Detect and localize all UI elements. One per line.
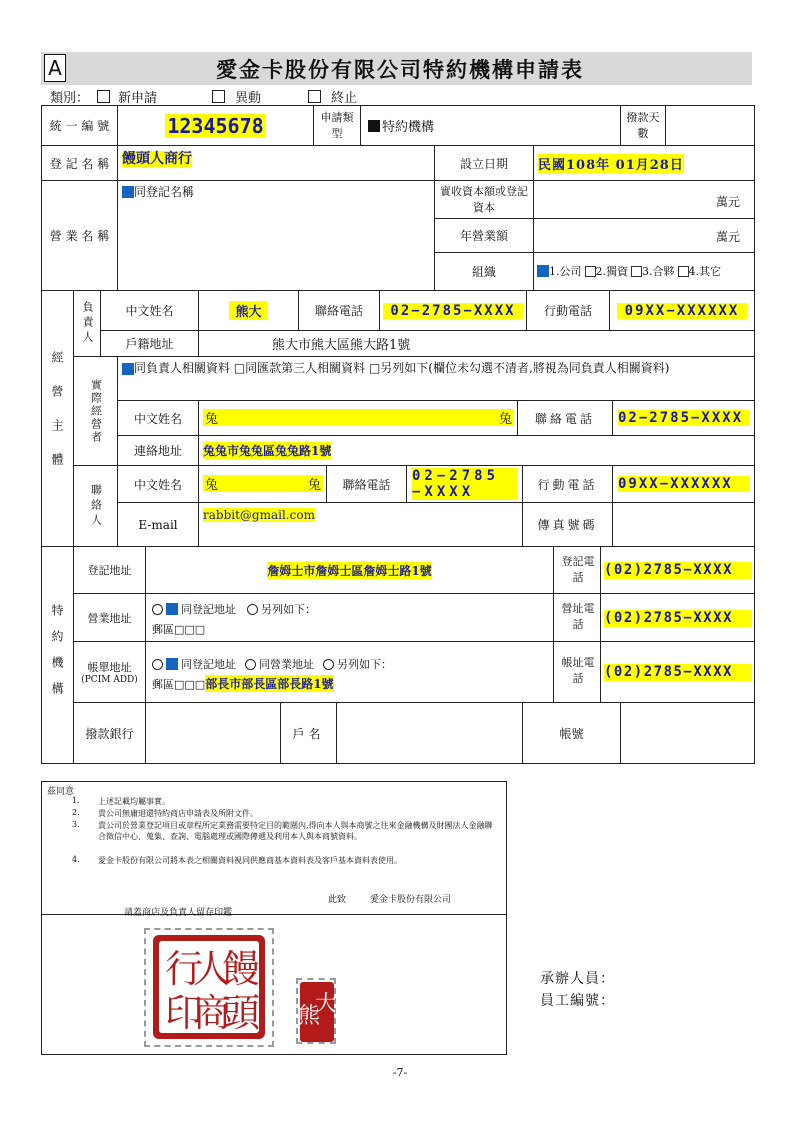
svg-text:人: 人: [192, 947, 232, 991]
agreement-num-1: 1.: [72, 796, 80, 805]
actual-phone-field[interactable]: [615, 402, 753, 434]
owner-name-value: 熊大: [229, 301, 267, 320]
biz-phone-value: (02)2785−XXXX: [604, 610, 752, 627]
contact-mobile-field[interactable]: [615, 467, 753, 501]
biz-addr-label: 營業地址: [87, 611, 132, 625]
actual-address-field[interactable]: [203, 436, 331, 465]
reg-phone-value: (02)2785−XXXX: [604, 562, 752, 579]
category-terminate-label: 終止: [331, 90, 358, 106]
operator-section-label: 經營主體: [50, 350, 64, 487]
form-letter-box: [44, 54, 66, 82]
fax-label: 傳真號碼: [537, 518, 598, 532]
bill-addr-value: 部長市部長區部長路1號: [205, 677, 334, 691]
email-label: E-mail: [138, 517, 178, 532]
bill-addr-label: 帳單地址: [87, 661, 132, 674]
bill-phone-label: 帳址電話: [561, 656, 595, 685]
biz-addr-options: [152, 601, 316, 617]
store-seal-graphic: [150, 932, 268, 1042]
store-seal: [150, 932, 268, 1042]
handler-label: 承辦人員：: [540, 971, 615, 987]
biz-addr-radio-1[interactable]: [152, 604, 163, 615]
org-options: [537, 263, 721, 279]
agreement-num-3: 3.: [72, 820, 80, 829]
bank-field[interactable]: [146, 703, 280, 764]
bill-phone-value: (02)2785−XXXX: [604, 664, 752, 681]
business-name-label: 營 業 名 稱: [49, 229, 110, 243]
same-as-register-checkbox[interactable]: [122, 186, 134, 198]
agreement-item-1: 上述記載均屬事實。: [98, 797, 170, 806]
contact-label: 聯絡人: [89, 483, 103, 529]
org-option-other: 4.其它: [688, 265, 721, 278]
bill-addr-radio-1[interactable]: [152, 659, 163, 670]
owner-phone-label: 聯絡電話: [314, 304, 363, 318]
category-new-label: 新申請: [118, 90, 158, 106]
setup-date-value: 民國108年 01月28日: [538, 154, 684, 173]
category-terminate[interactable]: [308, 88, 357, 104]
svg-text:印: 印: [164, 991, 204, 1035]
setup-date-field[interactable]: [538, 146, 684, 180]
reg-addr-value: 詹姆士市詹姆士區詹姆士路1號: [267, 563, 432, 578]
org-partner-checkbox[interactable]: [631, 266, 642, 277]
biz-phone-field[interactable]: [603, 597, 753, 639]
contact-name-left: 兔: [205, 478, 219, 493]
owner-address-label: 戶籍地址: [125, 337, 174, 351]
owner-seal-graphic: [299, 981, 335, 1043]
page-title: 愛金卡股份有限公司特約機構申請表: [216, 57, 584, 82]
reg-phone-field[interactable]: [603, 549, 753, 591]
seal-note: 請蓋商店及負責人留存印鑑: [124, 908, 233, 918]
owner-label: 負責人: [81, 301, 94, 346]
org-other-checkbox[interactable]: [678, 266, 689, 277]
bank-label: 撥款銀行: [85, 727, 134, 741]
owner-seal: [299, 981, 335, 1043]
revenue-label: 年營業額: [459, 229, 508, 243]
reg-addr-field[interactable]: [146, 547, 553, 593]
actual-name-right: 兔: [498, 412, 512, 427]
biz-addr-other-label: 另列如下：: [261, 603, 316, 616]
contact-mobile-label: 行動電話: [537, 477, 598, 492]
payout-days-field[interactable]: [666, 106, 754, 145]
bill-same-biz-radio[interactable]: [245, 659, 256, 670]
actual-options-text: 同負責人相關資料 □同匯款第三人相關資料 □另列如下(欄位未勾選不清者,將視為同負責人相關資料): [134, 361, 670, 375]
actual-name-label: 中文姓名: [133, 411, 182, 426]
bill-same-reg-label: 同登記地址: [181, 658, 236, 671]
category-row: [50, 87, 89, 105]
svg-text:頭: 頭: [221, 991, 261, 1035]
contact-phone-label: 聯絡電話: [342, 477, 391, 492]
contact-name-right: 兔: [307, 478, 321, 493]
svg-text:商: 商: [192, 991, 232, 1035]
org-option-sole: 2.獨資: [595, 265, 628, 278]
category-new[interactable]: [97, 88, 157, 104]
unified-number-value: 12345678: [167, 113, 264, 138]
actual-address-value: 兔兔市兔兔區兔兔路1號: [203, 444, 332, 458]
agreement-item-2: 貴公司無庸退還特約商店申請表及所附文件。: [98, 809, 258, 818]
bill-same-biz-label: 同營業地址: [259, 658, 314, 671]
page-number: -7-: [392, 1065, 408, 1079]
org-option-company: 1.公司: [549, 265, 582, 278]
apply-type-label: 申請類型: [320, 110, 354, 140]
owner-mobile-field[interactable]: [612, 293, 752, 328]
payout-days-label: 撥款天數: [626, 110, 660, 140]
account-name-label: 戶名: [292, 727, 325, 741]
org-sole-checkbox[interactable]: [585, 266, 596, 277]
checkbox-new[interactable]: [97, 90, 110, 103]
owner-name-label: 中文姓名: [125, 304, 174, 318]
org-label: 組織: [471, 265, 496, 279]
contact-phone-field[interactable]: [410, 467, 520, 501]
category-change[interactable]: [212, 88, 261, 104]
unified-number-label: 統 一 編 號: [49, 119, 110, 133]
apply-type-field[interactable]: [368, 108, 434, 143]
actual-name-left: 兔: [205, 412, 219, 427]
apply-type-checkbox[interactable]: [368, 120, 380, 132]
biz-addr-other-radio[interactable]: [247, 604, 258, 615]
unified-number-field[interactable]: [118, 106, 313, 145]
svg-text:熊: 熊: [299, 1004, 321, 1029]
owner-phone-value: 02−2785−XXXX: [383, 303, 523, 319]
owner-phone-field[interactable]: [382, 293, 524, 328]
checkbox-terminate[interactable]: [308, 90, 321, 103]
same-as-register-label: 同登記名稱: [134, 185, 195, 199]
owner-mobile-label: 行動電話: [543, 304, 592, 318]
institution-section-label: 特約機構: [50, 603, 64, 708]
form-letter: A: [48, 56, 62, 80]
actual-options[interactable]: [122, 360, 750, 377]
register-name-value: 饅頭人商行: [122, 151, 192, 167]
bill-addr-options: [152, 656, 392, 672]
register-name-field[interactable]: [122, 148, 192, 168]
owner-name-field[interactable]: [199, 291, 298, 330]
owner-mobile-value: 09XX−XXXXXX: [617, 303, 747, 319]
checkbox-change[interactable]: [212, 90, 225, 103]
category-label: 類別：: [50, 90, 90, 106]
same-as-register-option[interactable]: [122, 183, 194, 200]
bill-same-reg-checkbox[interactable]: [166, 658, 178, 670]
svg-text:大: 大: [314, 992, 335, 1017]
agreement-item-3: 貴公司於營業登記項目或章程所定業務需要特定目的範圍內,得向本人與本商號之往來金融機構及財團法人金融聯合徵信中心、蒐集、查詢、電腦處理或國際傳遞及利用本人與本商號資料。: [98, 821, 493, 841]
bill-phone-field[interactable]: [603, 651, 753, 693]
setup-date-label: 設立日期: [459, 156, 508, 171]
biz-addr-same-checkbox[interactable]: [166, 603, 178, 615]
contact-phone-value: 02−2785−XXXX: [412, 468, 518, 500]
actual-name-field[interactable]: [203, 409, 514, 426]
capital-unit: 萬元: [716, 195, 741, 209]
category-change-label: 異動: [235, 90, 262, 106]
employee-label: 員工編號：: [540, 993, 615, 1009]
svg-text:饅: 饅: [221, 947, 261, 991]
bill-other-radio[interactable]: [323, 659, 334, 670]
biz-phone-label: 營址電話: [561, 602, 595, 631]
biz-addr-same-label: 同登記地址: [181, 603, 236, 616]
actual-same-owner-checkbox[interactable]: [122, 363, 134, 375]
agreement-num-4: 4.: [72, 855, 80, 864]
owner-address-value[interactable]: 熊大市熊大區熊大路1號: [272, 338, 411, 353]
actual-address-label: 連絡地址: [133, 444, 182, 458]
account-no-label: 帳號: [559, 727, 584, 741]
revenue-unit: 萬元: [716, 230, 741, 244]
contact-name-field[interactable]: [203, 475, 323, 492]
capital-label: 實收資本額或登記資本: [440, 184, 528, 214]
account-name-field[interactable]: [337, 703, 522, 764]
apply-type-value: 特約機構: [382, 120, 435, 135]
bill-other-label: 另列如下：: [337, 658, 392, 671]
reg-addr-label: 登記地址: [87, 564, 132, 577]
actual-phone-label: 聯絡電話: [534, 411, 595, 426]
agreement-heading: 茲同意: [47, 787, 75, 797]
reg-phone-label: 登記電話: [561, 555, 595, 584]
agreement-company: 愛金卡股份有限公司: [370, 895, 452, 905]
bill-zip-label: 郵區□□□: [152, 677, 206, 691]
agreement-to: 此致: [328, 895, 347, 905]
biz-zip-label[interactable]: 郵區□□□: [152, 623, 206, 636]
bill-addr-sub: (PCIM ADD): [81, 675, 138, 685]
bill-addr-label-box: [74, 642, 145, 702]
agreement-num-2: 2.: [72, 808, 80, 817]
agreement-item-4: 愛金卡股份有限公司將本表之相關資料視同供應商基本資料表及客戶基本資料表使用。: [98, 856, 402, 865]
email-value: rabbit@gmail.com: [203, 508, 315, 522]
contact-mobile-value: 09XX−XXXXXX: [618, 476, 750, 492]
bill-addr-line[interactable]: [152, 675, 334, 692]
org-option-partner: 3.合夥: [642, 265, 675, 278]
actual-phone-value: 02−2785−XXXX: [618, 410, 750, 426]
svg-text:行: 行: [164, 947, 204, 991]
org-company-checkbox[interactable]: [537, 265, 549, 277]
account-no-field[interactable]: [621, 703, 754, 764]
actual-operator-label: 實際經營者: [89, 378, 103, 444]
contact-name-label: 中文姓名: [133, 477, 182, 492]
register-name-label: 登 記 名 稱: [49, 156, 110, 171]
email-field[interactable]: [203, 508, 315, 522]
